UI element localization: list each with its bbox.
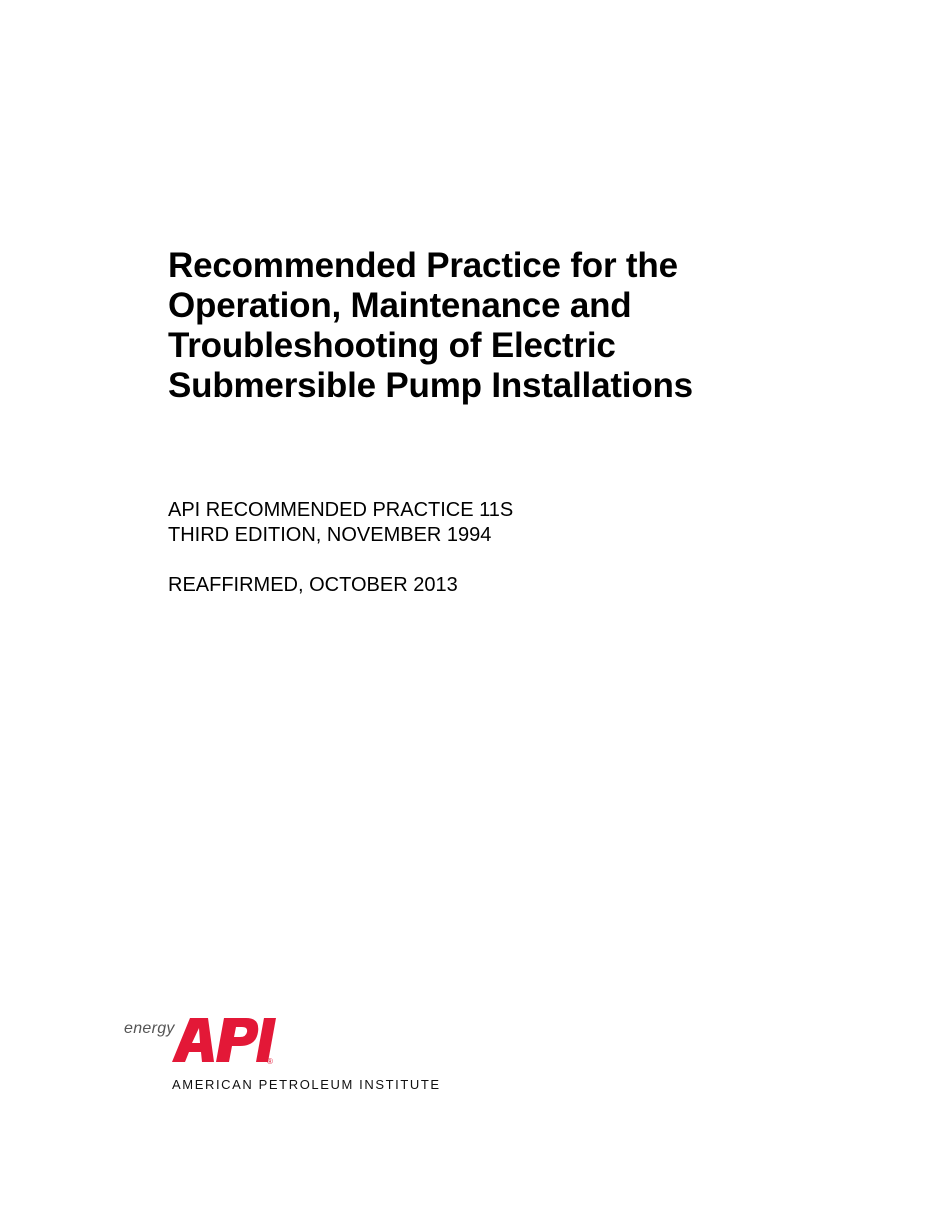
registered-mark: ® — [267, 1057, 273, 1066]
api-logo — [124, 1014, 444, 1094]
publisher-name: AMERICAN PETROLEUM INSTITUTE — [172, 1077, 441, 1092]
title-line-3: Troubleshooting of Electric — [168, 326, 616, 365]
api-logo-mark-icon — [168, 1014, 278, 1066]
designation: API RECOMMENDED PRACTICE 11S — [168, 499, 514, 521]
title-line-1: Recommended Practice for the — [168, 246, 678, 285]
logo-energy-text: energy — [124, 1020, 175, 1037]
reaffirmed-date: REAFFIRMED, OCTOBER 2013 — [168, 574, 458, 596]
document-meta — [168, 498, 668, 598]
title-line-4: Submersible Pump Installations — [168, 366, 693, 405]
title-line-2: Operation, Maintenance and — [168, 286, 632, 325]
document-title — [168, 246, 788, 406]
edition: THIRD EDITION, NOVEMBER 1994 — [168, 524, 492, 546]
